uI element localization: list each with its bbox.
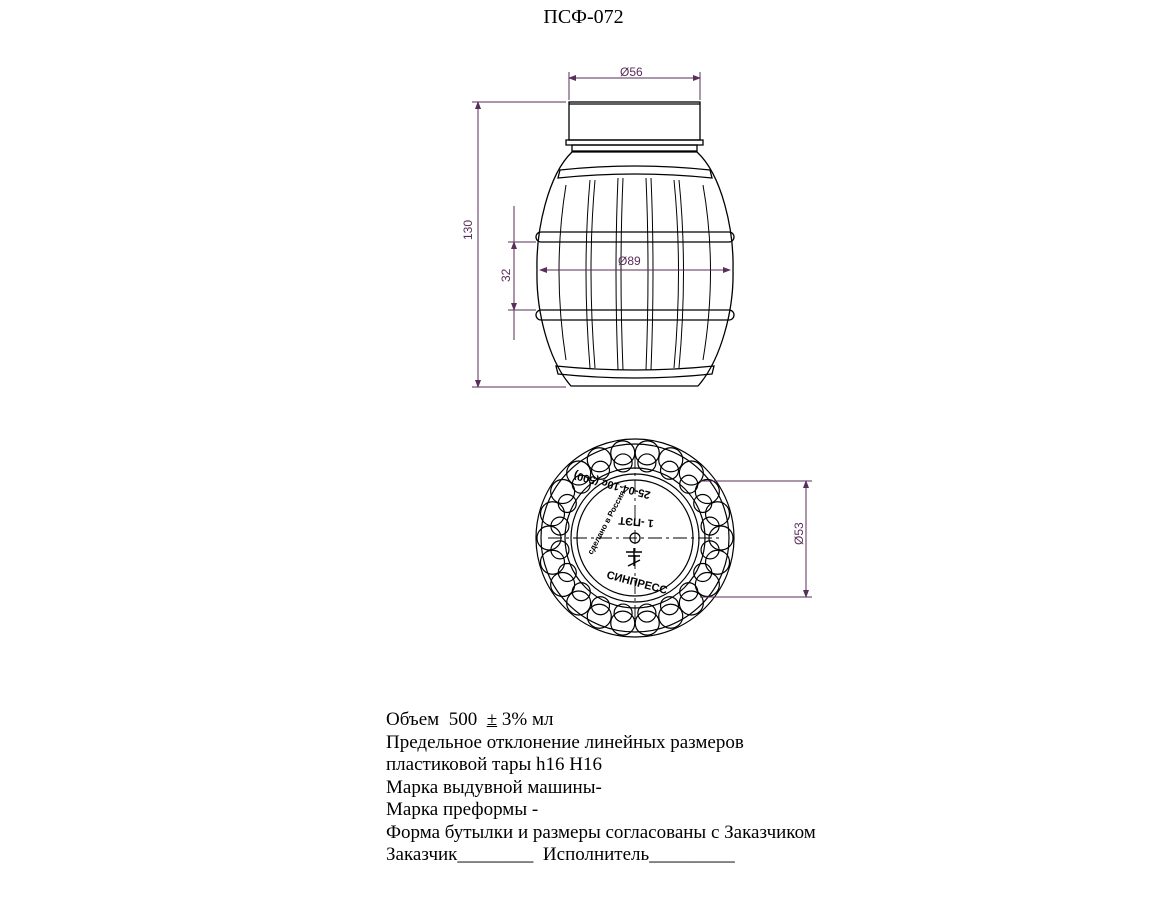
scallop [567, 591, 591, 615]
bottle-cap [569, 102, 700, 140]
bottle-side-view [536, 102, 734, 386]
executor-signature: Исполнитель_________ [542, 844, 735, 865]
note-agreed: Форма бутылки и размеры согласованы с Заказчиком [386, 821, 816, 843]
scallop [695, 480, 719, 504]
dim-height: 130 [461, 219, 475, 240]
recycle-icon [626, 548, 642, 566]
note-deviation: Предельное отклонение линейных размеров [386, 731, 744, 753]
dim-band-spacing: 32 [499, 268, 513, 282]
volume-label: Объем 500 [386, 709, 487, 730]
dim-body-diameter: Ø89 [618, 254, 641, 268]
dim-neck-diameter: Ø56 [620, 65, 643, 79]
volume-tolerance: 3% мл [497, 709, 554, 730]
marking-bottom-text: СИНПРЕСС [605, 569, 669, 598]
neck-ring [566, 140, 703, 145]
note-tolerance: пластиковой тары h16 H16 [386, 754, 602, 775]
volume-tolerance-sign: ± [486, 709, 498, 730]
note-volume [386, 709, 816, 732]
scallop [551, 572, 575, 596]
scallop [679, 591, 703, 615]
scallop [695, 572, 719, 596]
scallop [551, 480, 575, 504]
marking-side-text: сделано в Россия [585, 489, 628, 556]
bottle-bottom-view [536, 439, 734, 637]
note-preform: Марка преформы - [386, 799, 539, 820]
side-dimensions [472, 72, 730, 387]
customer-signature: Заказчик________ [386, 844, 543, 865]
note-signatures [386, 844, 816, 867]
dim-base-diameter: Ø53 [792, 522, 806, 545]
marking-top-text: 25-04-10с (500) [572, 468, 652, 501]
scallop [679, 461, 703, 485]
barrel-staves [559, 178, 711, 370]
drawing-notes [386, 709, 816, 867]
note-blow-machine: Марка выдувной машины- [386, 776, 602, 798]
marking-middle-text: 1 -ПЭТ [618, 513, 655, 529]
drawing-title: ПСФ-072 [543, 6, 624, 28]
barrel-hoops [536, 166, 734, 378]
